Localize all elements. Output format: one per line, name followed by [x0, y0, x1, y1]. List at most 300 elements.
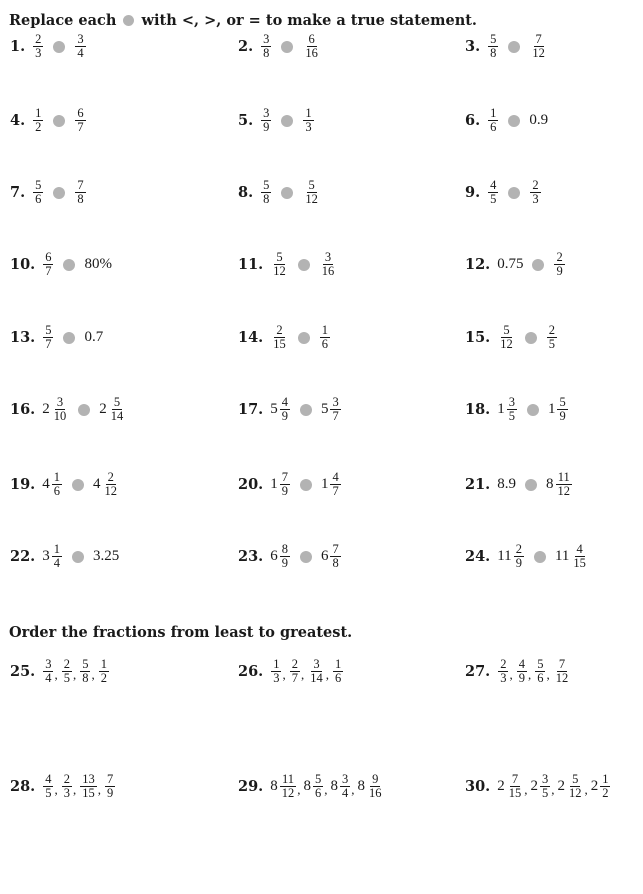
order-problem	[465, 658, 571, 685]
problem-number: 28.	[10, 778, 36, 795]
compare-problem	[238, 179, 321, 206]
comparison-circle-icon	[508, 41, 520, 53]
fraction	[530, 33, 547, 60]
denominator: 6	[314, 786, 322, 800]
fraction	[75, 179, 85, 206]
denominator: 8	[263, 46, 270, 60]
whole-number: 2	[99, 401, 107, 417]
numerator: 1	[334, 657, 342, 671]
term	[487, 107, 499, 134]
fraction	[498, 324, 515, 351]
comma: ,	[297, 782, 301, 797]
problem-number: 29.	[238, 778, 264, 795]
term	[530, 773, 551, 800]
denominator: 6	[321, 337, 328, 351]
compare-problem	[465, 324, 558, 351]
numerator: 11	[281, 772, 294, 786]
term	[93, 471, 120, 498]
comparison-circle-icon	[300, 479, 312, 491]
compare-problem	[238, 543, 342, 570]
term	[319, 251, 338, 278]
term	[497, 543, 525, 570]
numerator: 2	[548, 323, 555, 337]
problem-number: 22.	[10, 548, 36, 565]
term	[553, 251, 565, 278]
compare-problem	[465, 251, 566, 278]
numerator: 6	[308, 32, 315, 46]
term	[555, 543, 589, 570]
term	[321, 471, 342, 498]
term	[84, 329, 103, 346]
whole-number: 4	[42, 476, 50, 492]
term	[497, 773, 524, 800]
numerator: 1	[35, 106, 42, 120]
term	[330, 773, 351, 800]
problem-number: 30.	[465, 778, 491, 795]
problem-number: 3.	[465, 38, 481, 55]
whole-number: 3	[42, 548, 50, 564]
whole-number: 2	[590, 778, 599, 794]
numerator: 1	[273, 657, 280, 671]
denominator: 15	[508, 786, 522, 800]
numerator: 2	[500, 657, 507, 671]
term	[546, 471, 573, 498]
decimal-value: 0.75	[497, 256, 524, 272]
numerator: 6	[77, 106, 84, 120]
denominator: 12	[104, 484, 117, 498]
comparison-circle-icon	[525, 479, 537, 491]
denominator: 5	[548, 337, 555, 351]
term	[497, 324, 516, 351]
numerator: 5	[572, 772, 579, 786]
numerator: 5	[490, 32, 497, 46]
denominator: 2	[35, 120, 42, 134]
numerator: 4	[490, 178, 497, 192]
problem-number: 26.	[238, 663, 264, 680]
problem-number: 19.	[10, 476, 36, 493]
denominator: 12	[500, 337, 513, 351]
numerator: 5	[503, 323, 510, 337]
problem-number: 13.	[10, 329, 36, 346]
denominator: 7	[45, 337, 52, 351]
term	[332, 658, 344, 685]
fraction	[330, 543, 340, 570]
term	[289, 658, 301, 685]
term	[270, 543, 291, 570]
numerator: 4	[45, 772, 52, 786]
whole-number: 8	[270, 778, 278, 794]
instructions-text-start: Replace each	[9, 12, 117, 29]
numerator: 3	[541, 772, 549, 786]
numerator: 3	[56, 395, 64, 409]
whole-number: 2	[530, 778, 538, 794]
term	[516, 658, 528, 685]
denominator: 5	[45, 786, 52, 800]
term	[42, 543, 63, 570]
problem-number: 16.	[10, 401, 36, 418]
order-problem	[238, 773, 384, 800]
decimal-value: 8.9	[497, 476, 516, 492]
comparison-circle-icon	[53, 187, 65, 199]
denominator: 14	[310, 671, 323, 685]
denominator: 8	[332, 556, 339, 570]
numerator: 5	[308, 178, 315, 192]
denominator: 9	[281, 556, 288, 570]
comma: ,	[282, 667, 286, 682]
comparison-circle-icon	[78, 404, 90, 416]
term	[74, 33, 86, 60]
term	[487, 33, 499, 60]
fraction	[540, 773, 550, 800]
term	[270, 471, 291, 498]
fraction	[530, 179, 540, 206]
comparison-circle-icon	[508, 115, 520, 127]
fraction	[75, 107, 85, 134]
fraction	[80, 658, 90, 685]
comparison-circle-icon	[53, 41, 65, 53]
denominator: 3	[500, 671, 507, 685]
denominator: 16	[321, 264, 335, 278]
term	[42, 396, 69, 423]
numerator: 2	[276, 323, 283, 337]
numerator: 4	[281, 395, 288, 409]
numerator: 4	[518, 657, 525, 671]
numerator: 7	[511, 772, 519, 786]
term	[321, 396, 342, 423]
term	[497, 658, 509, 685]
numerator: 9	[372, 772, 379, 786]
fraction	[554, 658, 571, 685]
numerator: 5	[82, 657, 89, 671]
compare-problem	[238, 33, 321, 60]
fraction	[517, 658, 527, 685]
compare-problem	[10, 251, 112, 278]
denominator: 10	[53, 409, 67, 423]
whole-number: 8	[545, 476, 554, 492]
fraction	[498, 658, 508, 685]
whole-number: 11	[554, 548, 570, 564]
denominator: 5	[490, 192, 497, 206]
numerator: 5	[314, 772, 322, 786]
fraction	[99, 658, 109, 685]
fraction	[261, 179, 271, 206]
compare-problem	[238, 251, 337, 278]
decimal-value: 0.7	[84, 329, 104, 345]
term	[319, 324, 331, 351]
fraction	[488, 179, 498, 206]
fraction	[280, 471, 290, 498]
problem-number: 12.	[465, 256, 491, 273]
term	[302, 33, 321, 60]
term	[270, 324, 289, 351]
fraction	[488, 107, 498, 134]
fraction	[488, 33, 498, 60]
denominator: 6	[537, 671, 544, 685]
fraction	[75, 33, 85, 60]
denominator: 7	[332, 484, 339, 498]
comma: ,	[351, 782, 355, 797]
fraction	[280, 773, 297, 800]
fraction	[507, 773, 524, 800]
term	[42, 773, 54, 800]
fraction	[554, 251, 564, 278]
problem-number: 21.	[465, 476, 491, 493]
comma: ,	[546, 667, 550, 682]
term	[534, 658, 546, 685]
whole-number: 8	[330, 778, 338, 794]
numerator: 1	[53, 542, 60, 556]
comparison-circle-icon	[298, 332, 310, 344]
fraction	[43, 324, 53, 351]
denominator: 8	[263, 192, 270, 206]
term	[260, 33, 272, 60]
decimal-value: 0.9	[529, 112, 549, 128]
denominator: 5	[541, 786, 549, 800]
fraction	[290, 658, 300, 685]
decimal-value: 3.25	[92, 548, 120, 564]
fraction	[555, 471, 572, 498]
fraction	[109, 396, 126, 423]
compare-problem	[465, 33, 548, 60]
problem-number: 24.	[465, 548, 491, 565]
numerator: 1	[53, 470, 60, 484]
comma: ,	[300, 667, 305, 682]
comparison-circle-icon	[300, 551, 312, 563]
term	[497, 476, 516, 493]
numerator: 13	[82, 772, 95, 786]
numerator: 1	[490, 106, 497, 120]
numerator: 2	[107, 470, 114, 484]
whole-number: 5	[270, 401, 278, 417]
denominator: 12	[568, 786, 582, 800]
comparison-circle-icon	[532, 259, 544, 271]
numerator: 1	[321, 323, 328, 337]
numerator: 6	[45, 250, 52, 264]
denominator: 3	[305, 120, 312, 134]
term	[557, 773, 584, 800]
fraction	[52, 396, 69, 423]
term	[260, 107, 272, 134]
term	[74, 107, 86, 134]
fraction	[280, 396, 290, 423]
order-problem	[10, 773, 116, 800]
problem-number: 10.	[10, 256, 36, 273]
compare-problem	[238, 107, 315, 134]
denominator: 6	[490, 120, 497, 134]
comparison-circle-icon	[525, 332, 537, 344]
denominator: 7	[77, 120, 84, 134]
term	[61, 773, 73, 800]
comparison-circle-icon	[527, 404, 539, 416]
fraction	[33, 179, 43, 206]
denominator: 12	[557, 484, 570, 498]
compare-problem	[465, 396, 569, 423]
term	[497, 396, 518, 423]
order-problem	[238, 658, 344, 685]
numerator: 5	[537, 657, 544, 671]
denominator: 9	[281, 484, 288, 498]
compare-instructions	[9, 12, 477, 29]
denominator: 6	[53, 484, 60, 498]
term	[74, 179, 86, 206]
compare-problem	[10, 396, 126, 423]
term	[357, 773, 384, 800]
problem-number: 15.	[465, 329, 491, 346]
numerator: 5	[263, 178, 270, 192]
comparison-circle-icon	[281, 187, 293, 199]
numerator: 1	[305, 106, 312, 120]
term	[99, 396, 126, 423]
whole-number: 4	[92, 476, 101, 492]
compare-problem	[238, 396, 342, 423]
whole-number: 11	[497, 548, 512, 564]
term	[42, 471, 63, 498]
denominator: 9	[556, 264, 563, 278]
problem-number: 6.	[465, 112, 481, 129]
numerator: 2	[63, 657, 70, 671]
denominator: 12	[305, 192, 318, 206]
numerator: 5	[35, 178, 42, 192]
numerator: 3	[45, 657, 52, 671]
whole-number: 8	[357, 778, 365, 794]
numerator: 1	[100, 657, 107, 671]
denominator: 12	[555, 671, 569, 685]
fraction	[333, 658, 343, 685]
problem-number: 14.	[238, 329, 264, 346]
fraction	[600, 773, 610, 800]
denominator: 3	[273, 671, 280, 685]
compare-problem	[10, 33, 87, 60]
denominator: 12	[273, 264, 286, 278]
comparison-circle-icon	[281, 115, 293, 127]
fraction	[33, 107, 43, 134]
term	[529, 179, 541, 206]
denominator: 14	[110, 409, 124, 423]
numerator: 4	[332, 470, 339, 484]
term	[302, 107, 314, 134]
term	[32, 107, 44, 134]
problem-number: 7.	[10, 184, 26, 201]
term	[546, 324, 558, 351]
problem-number: 25.	[10, 663, 36, 680]
numerator: 1	[602, 772, 609, 786]
whole-number: 5	[320, 401, 329, 417]
problem-number: 17.	[238, 401, 264, 418]
numerator: 7	[558, 657, 566, 671]
comparison-circle-icon	[508, 187, 520, 199]
term	[591, 773, 612, 800]
denominator: 12	[532, 46, 545, 60]
denominator: 4	[341, 786, 349, 800]
fraction	[271, 658, 281, 685]
denominator: 8	[77, 192, 84, 206]
whole-number: 1	[547, 401, 556, 417]
denominator: 3	[532, 192, 539, 206]
fraction	[102, 471, 119, 498]
fraction	[271, 251, 288, 278]
compare-problem	[10, 471, 120, 498]
term	[270, 658, 282, 685]
term	[32, 179, 44, 206]
compare-problem	[238, 324, 331, 351]
fraction	[303, 107, 313, 134]
comma: ,	[72, 782, 77, 797]
problem-number: 1.	[10, 38, 26, 55]
fraction	[320, 324, 330, 351]
fraction	[62, 658, 72, 685]
fraction	[367, 773, 384, 800]
denominator: 16	[305, 46, 318, 60]
problem-number: 9.	[465, 184, 481, 201]
denominator: 6	[35, 192, 42, 206]
denominator: 3	[63, 786, 70, 800]
denominator: 15	[573, 556, 586, 570]
denominator: 7	[45, 264, 52, 278]
numerator: 2	[35, 32, 42, 46]
comma: ,	[97, 782, 101, 797]
problem-number: 2.	[238, 38, 254, 55]
numerator: 3	[508, 395, 515, 409]
whole-number: 6	[270, 548, 278, 564]
problem-number: 5.	[238, 112, 254, 129]
fraction	[507, 396, 517, 423]
fraction	[280, 543, 290, 570]
fraction	[52, 471, 62, 498]
denominator: 7	[332, 409, 339, 423]
problem-number: 18.	[465, 401, 491, 418]
fraction	[43, 251, 53, 278]
numerator: 4	[576, 542, 583, 556]
problem-number: 20.	[238, 476, 264, 493]
problem-number: 23.	[238, 548, 264, 565]
numerator: 7	[77, 178, 84, 192]
fraction	[330, 471, 340, 498]
compare-problem	[238, 471, 342, 498]
order-problem	[10, 658, 110, 685]
denominator: 12	[281, 786, 295, 800]
denominator: 2	[100, 671, 107, 685]
numerator: 3	[263, 32, 270, 46]
compare-problem	[10, 543, 119, 570]
comparison-circle-icon	[298, 259, 310, 271]
term	[302, 179, 321, 206]
comma: ,	[509, 667, 513, 682]
term	[553, 658, 572, 685]
numerator: 7	[106, 772, 114, 786]
term	[84, 256, 112, 273]
numerator: 3	[313, 657, 320, 671]
denominator: 9	[281, 409, 288, 423]
compare-problem	[465, 543, 589, 570]
numerator: 5	[45, 323, 52, 337]
whole-number: 1	[497, 401, 505, 417]
numerator: 2	[532, 178, 539, 192]
fraction	[547, 324, 557, 351]
term	[321, 543, 342, 570]
whole-number: 8	[303, 778, 311, 794]
comma: ,	[527, 667, 532, 682]
fraction	[330, 396, 340, 423]
numerator: 2	[515, 542, 522, 556]
term	[307, 658, 326, 685]
numerator: 3	[332, 395, 339, 409]
comparison-circle-icon	[72, 479, 84, 491]
compare-problem	[465, 107, 548, 134]
numerator: 5	[559, 395, 566, 409]
term	[270, 773, 297, 800]
term	[260, 179, 272, 206]
term	[61, 658, 73, 685]
